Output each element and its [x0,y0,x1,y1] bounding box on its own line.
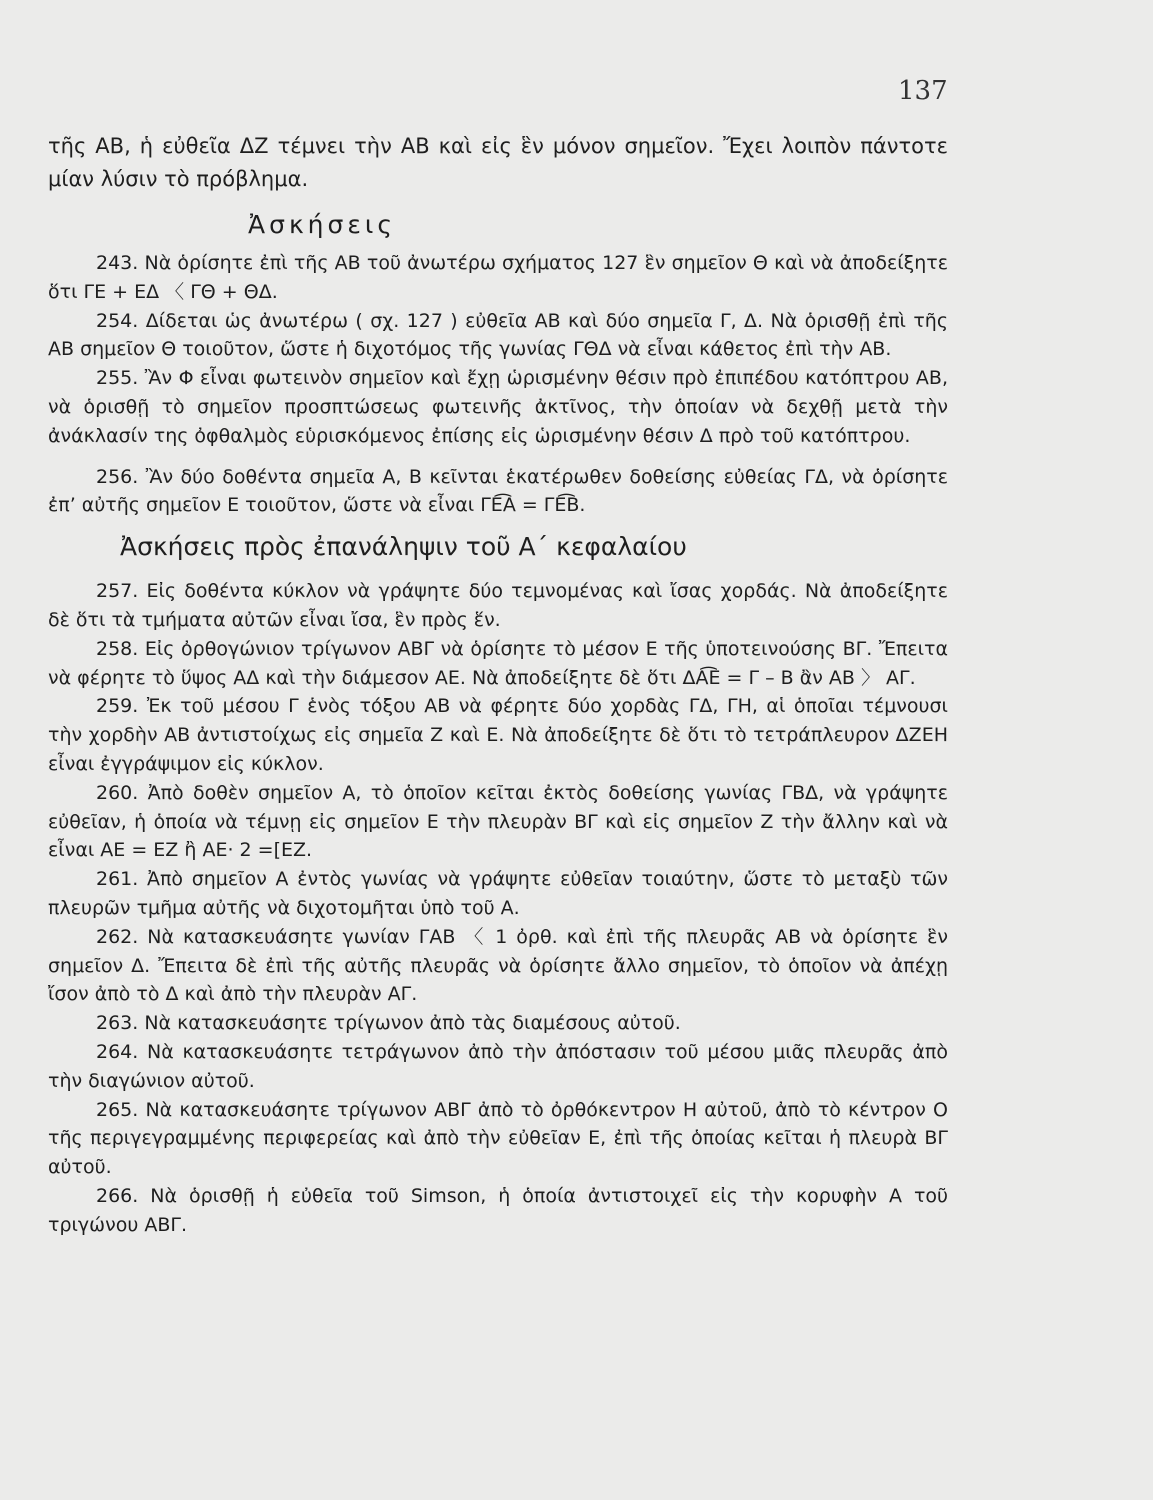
exercise-259: 259. Ἐκ τοῦ μέσου Γ ἑνὸς τόξου ΑΒ νὰ φέρητε δύο χορδὰς ΓΔ, ΓΗ, αἱ ὁποῖαι τέμνουσι τὴν χορδὴν ΑΒ ἀντιστοίχως εἰς σημεῖα Ζ καὶ Ε. Νὰ ἀποδείξητε δὲ ὅτι τὸ τετράπλευρον ΔΖΕΗ εἶναι ἐγγράψιμον εἰς κύκλον. [48,695,948,775]
exercise-255: 255. Ἂν Φ εἶναι φωτεινὸν σημεῖον καὶ ἔχῃ ὡρισμένην θέσιν πρὸ ἐπιπέδου κατόπτρου ΑΒ, νὰ ὁρισθῇ τὸ σημεῖον προσπτώσεως φωτεινῆς ἀκτῖνος, τὴν ὁποίαν νὰ δεχθῇ μετὰ τὴν ἀνάκλασίν της ὀφθαλμὸς εὑρισκόμενος ἐπίσης εἰς ὡρισμένην θέσιν Δ πρὸ τοῦ κατόπτρου. [48,367,948,447]
exercise-265: 265. Νὰ κατασκευάσητε τρίγωνον ΑΒΓ ἀπὸ τὸ ὀρθόκεντρον Η αὐτοῦ, ἀπὸ τὸ κέντρον Ο τῆς περιγεγραμμένης περιφερείας καὶ ἀπὸ τὴν εὐθεῖαν Ε, ἐπὶ τῆς ὁποίας κεῖται ἡ πλευρὰ ΒΓ αὐτοῦ. [48,1098,948,1179]
exercise-260: 260. Ἀπὸ δοθὲν σημεῖον Α, τὸ ὁποῖον κεῖται ἐκτὸς δοθείσης γωνίας ΓΒΔ, νὰ γράψητε εὐθεῖαν, ἡ ὁποία νὰ τέμνῃ εἰς σημεῖον Ε τὴν πλευρὰν ΒΓ καὶ εἰς σημεῖον Ζ τὴν ἄλλην καὶ νὰ εἶναι ΑΕ = ΕΖ ἢ ΑΕ· 2 =[ΕΖ. [48,781,948,862]
page-body [48,130,948,1240]
section-heading-review-exercises: Ἀσκήσεις πρὸς ἐπανάληψιν τοῦ Α΄ κεφαλαίου [120,532,687,562]
exercise-266: 266. Νὰ ὁρισθῇ ἡ εὐθεῖα τοῦ Simson, ἡ ὁποία ἀντιστοιχεῖ εἰς τὴν κορυφὴν Α τοῦ τριγώνου ΑΒΓ. [48,1184,948,1236]
exercise-254: 254. Δίδεται ὡς ἀνωτέρω ( σχ. 127 ) εὐθεῖα ΑΒ καὶ δύο σημεῖα Γ, Δ. Νὰ ὁρισθῇ ἐπὶ τῆς ΑΒ σημεῖον Θ τοιοῦτον, ὥστε ἡ διχοτόμος τῆς γωνίας ΓΘΔ νὰ εἶναι κάθετος ἐπὶ τὴν ΑΒ. [48,309,948,361]
exercise-263: 263. Νὰ κατασκευάσητε τρίγωνον ἀπὸ τὰς διαμέσους αὐτοῦ. [96,1012,681,1035]
page-number: 137 [898,76,948,106]
section-heading-exercises: Ἀσκήσεις [248,210,397,239]
exercise-261: 261. Ἀπὸ σημεῖον Α ἐντὸς γωνίας νὰ γράψητε εὐθεῖαν τοιαύτην, ὥστε τὸ μεταξὺ τῶν πλευρῶν τμῆμα αὐτῆς νὰ διχοτομῆται ὑπὸ τοῦ Α. [48,868,948,919]
exercise-256: 256. Ἂν δύο δοθέντα σημεῖα Α, Β κεῖνται ἑκατέρωθεν δοθείσης εὐθείας ΓΔ, νὰ ὁρίσητε ἐπ’ αὐτῆς σημεῖον Ε τοιοῦτον, ὥστε νὰ εἶναι ΓΕ͡Α = ΓΕ͡Β. [48,465,948,517]
intro-paragraph: τῆς ΑΒ, ἡ εὐθεῖα ΔΖ τέμνει τὴν ΑΒ καὶ εἰς ἓν μόνον σημεῖον. Ἔχει λοιπὸν πάντοτε μίαν λύσιν τὸ πρόβλημα. [48,134,948,191]
exercise-258: 258. Εἰς ὀρθογώνιον τρίγωνον ΑΒΓ νὰ ὁρίσητε τὸ μέσον Ε τῆς ὑποτεινούσης ΒΓ. Ἔπειτα νὰ φέρητε τὸ ὕψος ΑΔ καὶ τὴν διάμεσον ΑΕ. Νὰ ἀποδείξητε δὲ ὅτι ΔΑ͡Ε = Γ – Β ἂν ΑΒ 〉 ΑΓ. [48,637,948,689]
exercise-257: 257. Εἰς δοθέντα κύκλον νὰ γράψητε δύο τεμνομένας καὶ ἴσας χορδάς. Νὰ ἀποδείξητε δὲ ὅτι τὰ τμήματα αὐτῶν εἶναι ἴσα, ἓν πρὸς ἕν. [48,580,948,631]
exercise-243: 243. Νὰ ὁρίσητε ἐπὶ τῆς ΑΒ τοῦ ἀνωτέρω σχήματος 127 ἓν σημεῖον Θ καὶ νὰ ἀποδείξητε ὅτι ΓΕ + ΕΔ 〈 ΓΘ + ΘΔ. [48,252,948,303]
exercise-262: 262. Νὰ κατασκευάσητε γωνίαν ΓΑΒ 〈 1 ὀρθ. καὶ ἐπὶ τῆς πλευρᾶς ΑΒ νὰ ὁρίσητε ἓν σημεῖον Δ. Ἔπειτα δὲ ἐπὶ τῆς αὐτῆς πλευρᾶς νὰ ὁρίσητε ἄλλο σημεῖον, τὸ ὁποῖον νὰ ἀπέχῃ ἴσον ἀπὸ τὸ Δ καὶ ἀπὸ τὴν πλευρὰν ΑΓ. [48,925,948,1006]
exercise-264: 264. Νὰ κατασκευάσητε τετράγωνον ἀπὸ τὴν ἀπόστασιν τοῦ μέσου μιᾶς πλευρᾶς ἀπὸ τὴν διαγώνιον αὐτοῦ. [48,1040,948,1092]
